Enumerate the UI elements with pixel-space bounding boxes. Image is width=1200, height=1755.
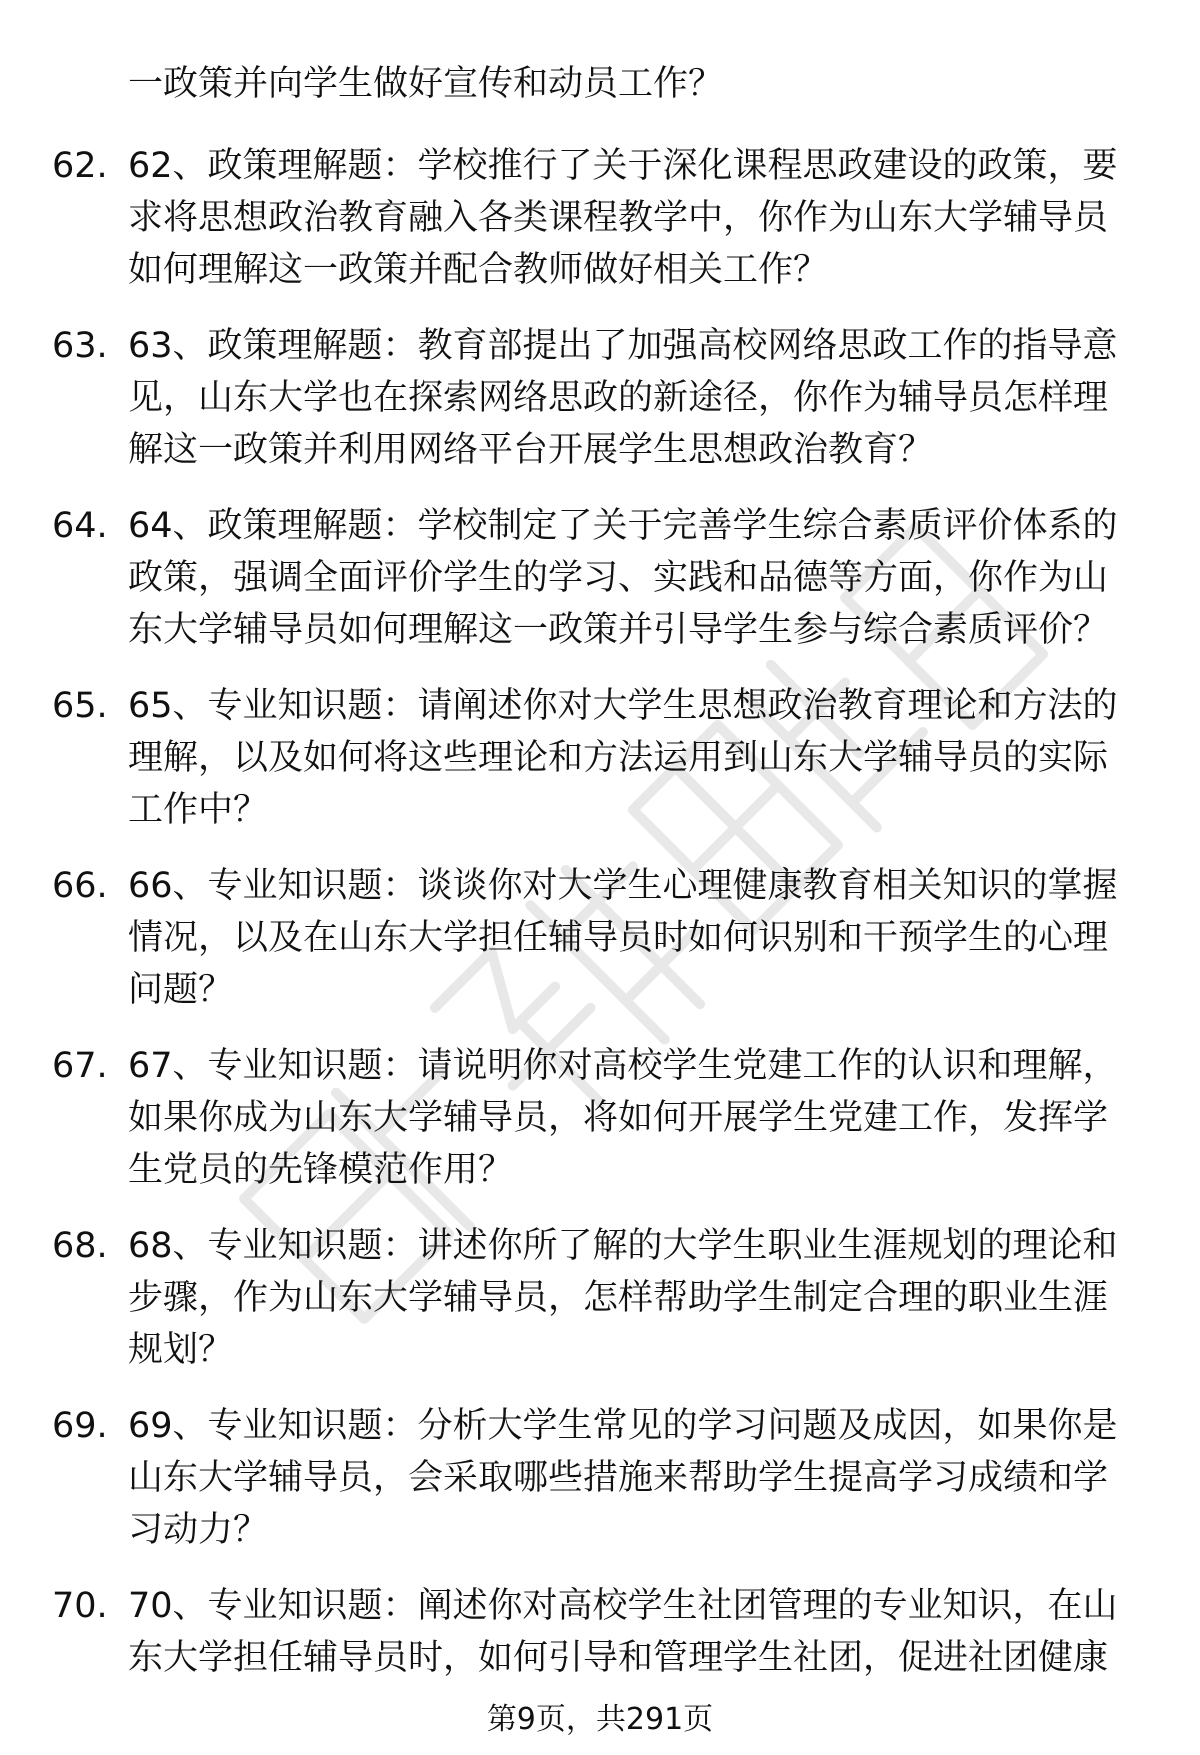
question-text	[128, 1040, 1150, 1196]
question-line: 山东大学辅导员，会采取哪些措施来帮助学生提高学习成绩和学	[128, 1458, 1109, 1498]
question-number: 63.	[52, 326, 108, 366]
question-text	[128, 500, 1150, 656]
question-text	[128, 1580, 1150, 1684]
question-line: 东大学担任辅导员时，如何引导和管理学生社团，促进社团健康	[128, 1638, 1109, 1678]
question-line: 69、专业知识题：分析大学生常见的学习问题及成因，如果你是	[128, 1406, 1118, 1446]
continuation-line: 一政策并向学生做好宣传和动员工作？	[128, 64, 724, 104]
question-line: 64、政策理解题：学校制定了关于完善学生综合素质评价体系的	[128, 506, 1118, 546]
question-line: 情况，以及在山东大学担任辅导员时如何识别和干预学生的心理	[128, 918, 1109, 958]
question-line: 生党员的先锋模范作用？	[128, 1150, 514, 1190]
question-line: 70、专业知识题：阐述你对高校学生社团管理的专业知识，在山	[128, 1586, 1118, 1626]
question-line: 解这一政策并利用网络平台开展学生思想政治教育？	[128, 430, 934, 470]
question-number: 68.	[52, 1226, 108, 1266]
question-line: 如何理解这一政策并配合教师做好相关工作？	[128, 250, 829, 290]
question-line: 见，山东大学也在探索网络思政的新途径，你作为辅导员怎样理	[128, 378, 1109, 418]
question-line: 63、政策理解题：教育部提出了加强高校网络思政工作的指导意	[128, 326, 1118, 366]
question-line: 62、政策理解题：学校推行了关于深化课程思政建设的政策，要	[128, 146, 1118, 186]
question-line: 求将思想政治教育融入各类课程教学中，你作为山东大学辅导员	[128, 198, 1109, 238]
page-footer: 第9页，共291页	[486, 1702, 714, 1737]
question-text	[128, 140, 1150, 296]
question-line: 习动力？	[128, 1510, 269, 1550]
question-text	[128, 320, 1150, 476]
question-number: 69.	[52, 1406, 108, 1446]
question-text	[128, 860, 1150, 1016]
question-text	[128, 1400, 1150, 1556]
question-number: 70.	[52, 1586, 108, 1626]
question-text	[128, 1220, 1150, 1376]
question-number: 62.	[52, 146, 108, 186]
question-number: 65.	[52, 686, 108, 726]
question-text	[128, 680, 1150, 836]
question-line: 工作中？	[128, 790, 269, 830]
question-line: 理解，以及如何将这些理论和方法运用到山东大学辅导员的实际	[128, 738, 1109, 778]
question-line: 如果你成为山东大学辅导员，将如何开展学生党建工作，发挥学	[128, 1098, 1109, 1138]
question-line: 东大学辅导员如何理解这一政策并引导学生参与综合素质评价？	[128, 610, 1109, 650]
question-line: 66、专业知识题：谈谈你对大学生心理健康教育相关知识的掌握	[128, 866, 1118, 906]
question-line: 68、专业知识题：讲述你所了解的大学生职业生涯规划的理论和	[128, 1226, 1118, 1266]
question-line: 67、专业知识题：请说明你对高校学生党建工作的认识和理解，	[128, 1046, 1118, 1086]
question-number: 67.	[52, 1046, 108, 1086]
question-number: 66.	[52, 866, 108, 906]
question-line: 问题？	[128, 970, 234, 1010]
question-line: 步骤，作为山东大学辅导员，怎样帮助学生制定合理的职业生涯	[128, 1278, 1109, 1318]
question-line: 政策，强调全面评价学生的学习、实践和品德等方面，你作为山	[128, 558, 1109, 598]
question-line: 规划？	[128, 1330, 234, 1370]
question-line: 65、专业知识题：请阐述你对大学生思想政治教育理论和方法的	[128, 686, 1118, 726]
question-number: 64.	[52, 506, 108, 546]
